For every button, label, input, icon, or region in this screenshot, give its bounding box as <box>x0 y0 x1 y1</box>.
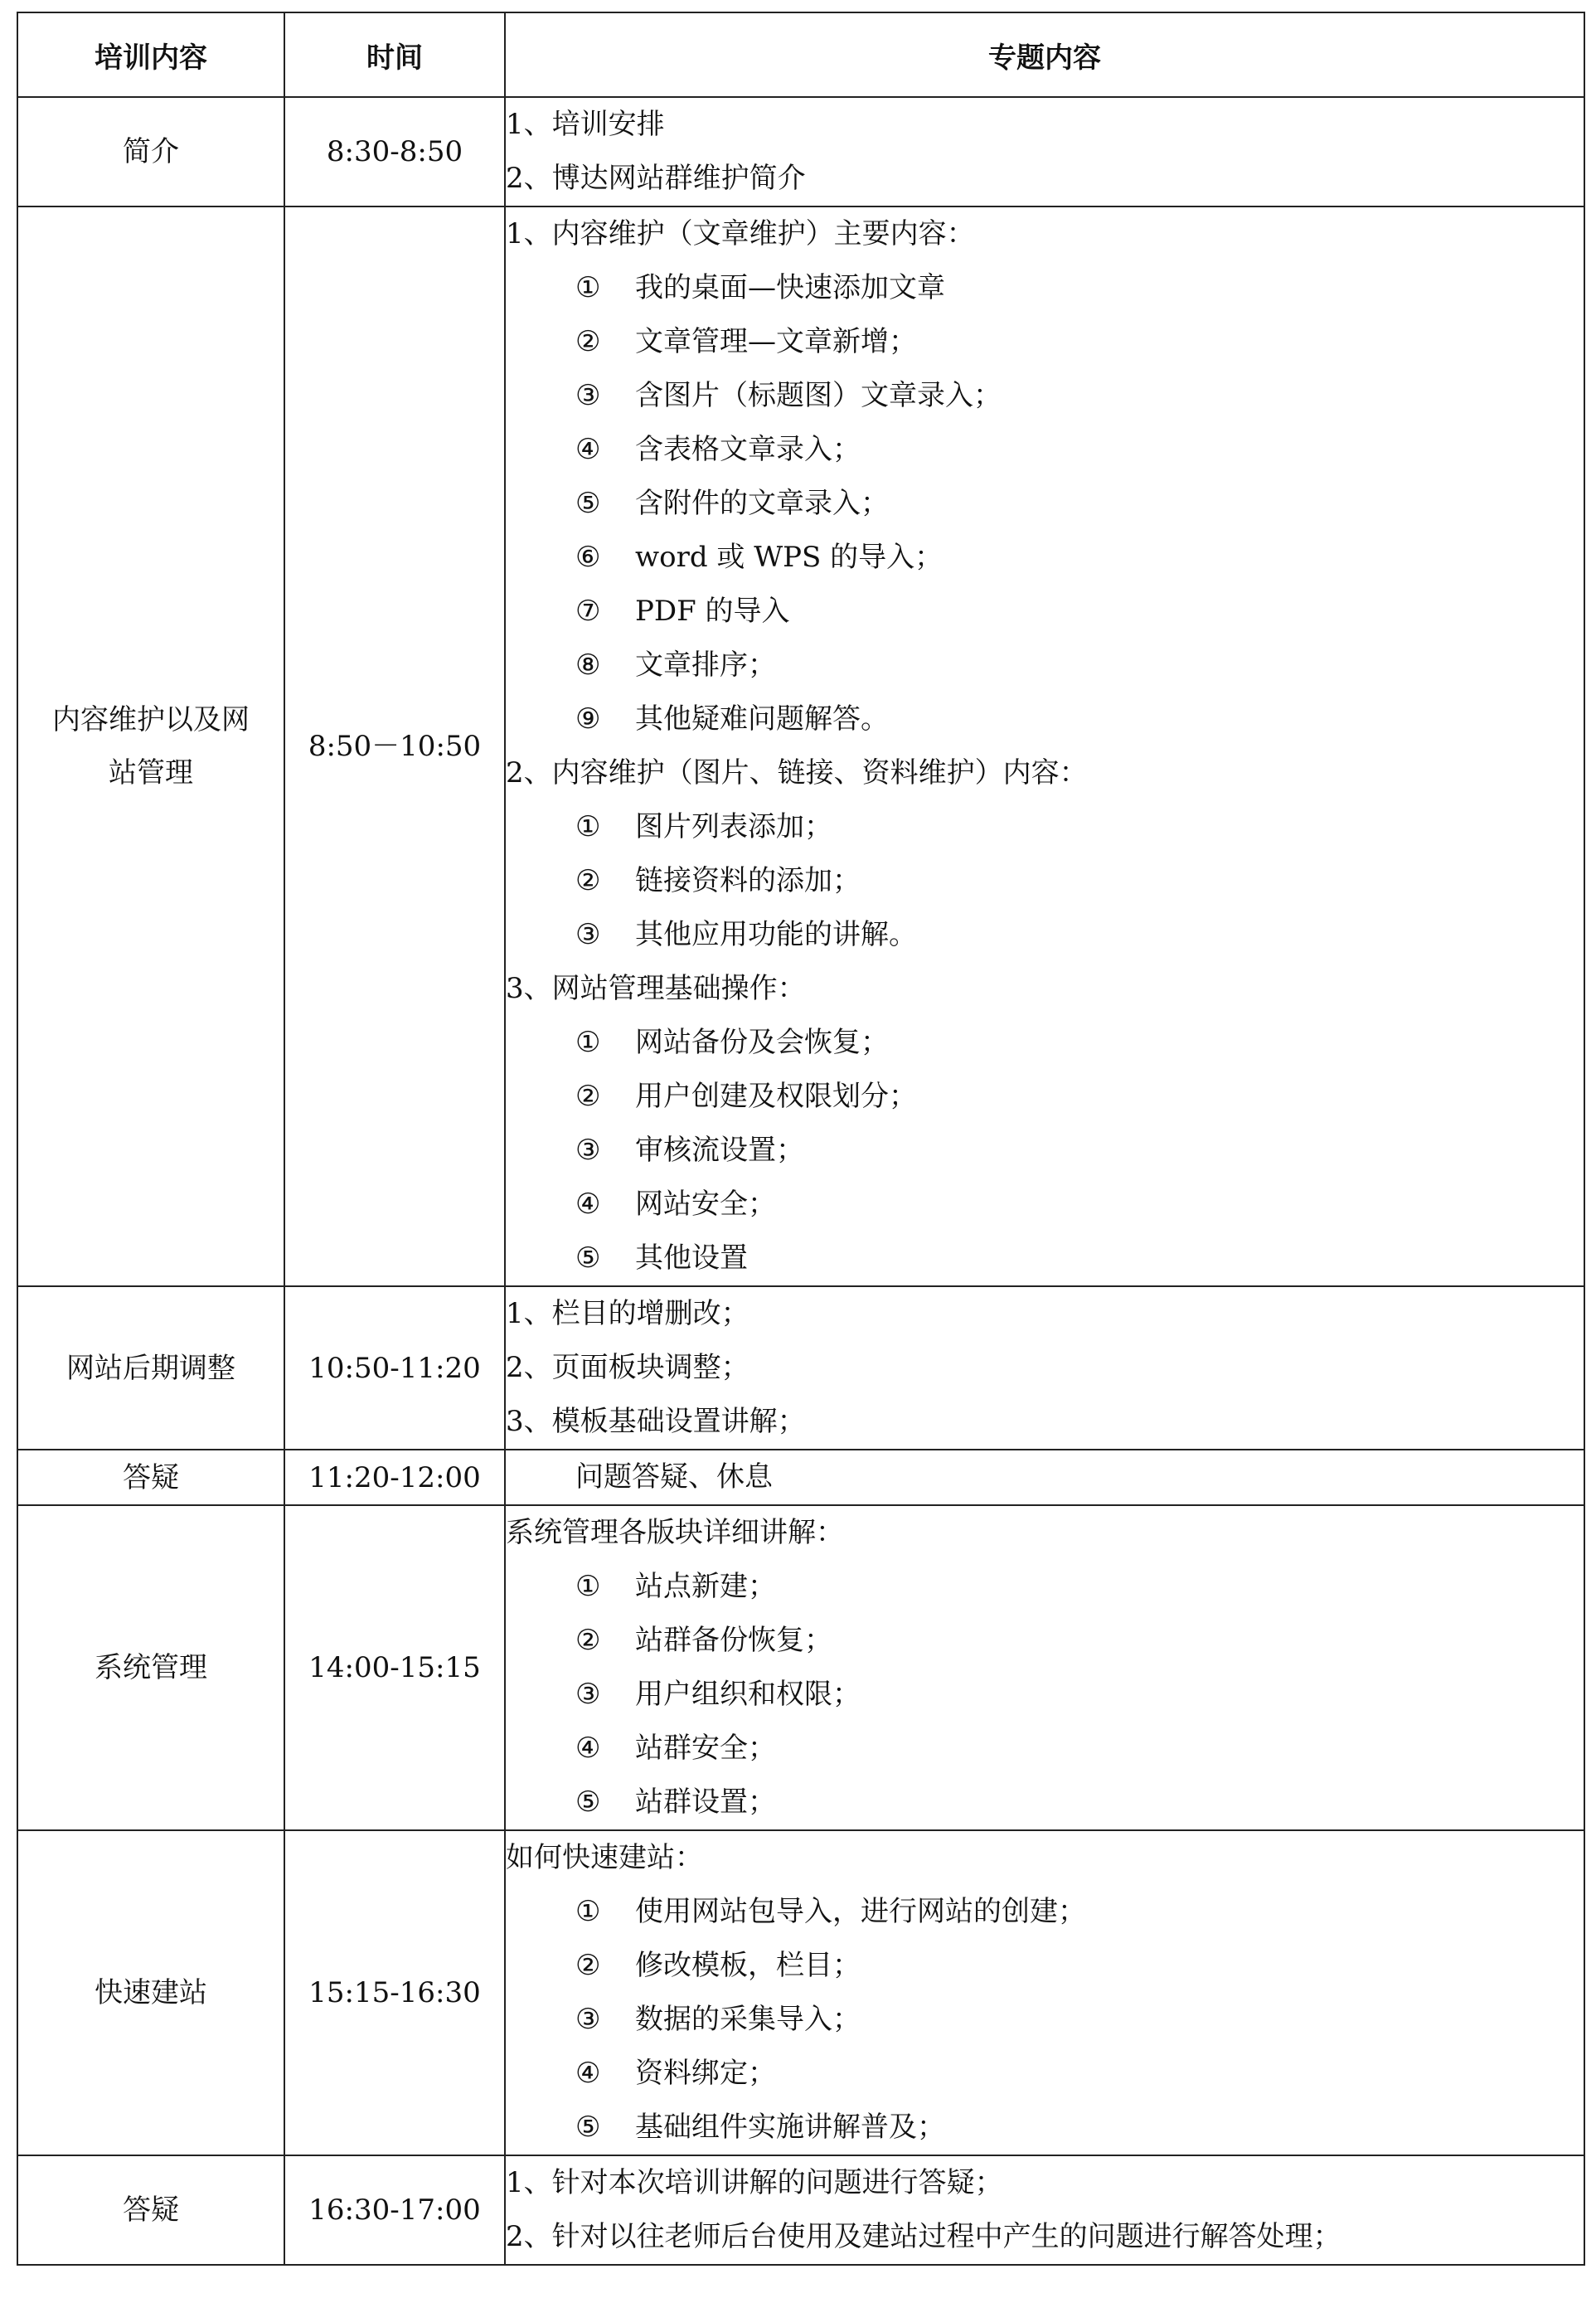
topic-cell <box>505 1450 1584 1505</box>
category-cell <box>17 2155 284 2265</box>
table-row <box>17 97 1584 206</box>
topic-subitem <box>506 1614 1584 1668</box>
topic-subitem <box>506 585 1584 639</box>
circled-number: ② <box>575 864 601 897</box>
topic-cell <box>505 1505 1584 1830</box>
circled-number: ① <box>575 271 601 304</box>
topic-subitem-text: 使用网站包导入，进行网站的创建； <box>635 1895 1086 1928</box>
topic-subitem-text: word 或 WPS 的导入； <box>635 541 944 574</box>
topic-subitem <box>506 1722 1584 1776</box>
topic-line: 1、栏目的增删改； <box>506 1297 749 1330</box>
topic-cell <box>505 2155 1584 2265</box>
time-cell: 8:30-8:50 <box>284 97 505 206</box>
topic-line: 1、内容维护（文章维护）主要内容： <box>506 217 975 250</box>
topic-subitem <box>506 261 1584 315</box>
topic-subitem-text: 其他设置 <box>635 1241 748 1275</box>
topic-subitem-text: 文章排序； <box>635 649 776 682</box>
header-row <box>17 12 1584 97</box>
circled-number: ⑦ <box>575 595 601 628</box>
topic-subitem-text: 站点新建； <box>635 1570 776 1603</box>
topic-subitem <box>506 2047 1584 2101</box>
circled-number: ③ <box>575 379 601 412</box>
circled-number: ⑨ <box>575 702 601 736</box>
circled-number: ③ <box>575 1134 601 1167</box>
category-cell <box>17 1505 284 1830</box>
topic-subitem <box>506 423 1584 477</box>
topic-line: 2、博达网站群维护简介 <box>506 162 806 195</box>
topic-subitem-text: 站群备份恢复； <box>635 1624 832 1657</box>
topic-subitem-text: 图片列表添加； <box>635 810 832 843</box>
circled-number: ④ <box>575 2057 601 2090</box>
topic-subitem <box>506 1776 1584 1829</box>
time-cell: 15:15-16:30 <box>284 1830 505 2155</box>
topic-subitem <box>506 1232 1584 1285</box>
topic-line: 3、网站管理基础操作： <box>506 972 806 1005</box>
topic-subitem <box>506 369 1584 423</box>
topic-subitem <box>506 639 1584 692</box>
circled-number: ① <box>575 1895 601 1928</box>
topic-subitem-text: 链接资料的添加； <box>635 864 861 897</box>
category-cell <box>17 206 284 1286</box>
topic-subitem-text: 站群设置； <box>635 1785 776 1819</box>
circled-number: ② <box>575 325 601 358</box>
topic-subitem-text: 审核流设置； <box>635 1134 804 1167</box>
circled-number: ⑥ <box>575 541 601 574</box>
topic-subitem <box>506 477 1584 531</box>
training-schedule-table <box>17 12 1585 2266</box>
category-label: 简介 <box>123 135 179 168</box>
topic-line: 2、内容维护（图片、链接、资料维护）内容： <box>506 756 1088 789</box>
topic-subitem <box>506 692 1584 746</box>
topic-subitem <box>506 1560 1584 1614</box>
topic-line: 2、页面板块调整； <box>506 1351 749 1384</box>
topic-line: 1、针对本次培训讲解的问题进行答疑； <box>506 2166 1003 2199</box>
circled-number: ③ <box>575 918 601 951</box>
topic-subitem <box>506 1124 1584 1178</box>
topic-line: 问题答疑、休息 <box>575 1460 773 1494</box>
circled-number: ③ <box>575 1678 601 1711</box>
topic-subitem <box>506 854 1584 908</box>
header-time: 时间 <box>284 12 505 97</box>
category-label: 网站后期调整 <box>66 1351 235 1385</box>
topic-subitem <box>506 1070 1584 1124</box>
circled-number: ② <box>575 1949 601 1982</box>
category-cell <box>17 97 284 206</box>
table-row <box>17 1830 1584 2155</box>
topic-cell <box>505 1286 1584 1450</box>
topic-subitem <box>506 315 1584 369</box>
circled-number: ④ <box>575 1732 601 1765</box>
table-row <box>17 1450 1584 1505</box>
category-label: 系统管理 <box>95 1651 207 1684</box>
circled-number: ④ <box>575 433 601 466</box>
category-label: 内容维护以及网站管理 <box>52 703 250 789</box>
topic-subitem-text: 我的桌面—快速添加文章 <box>635 271 945 304</box>
topic-subitem <box>506 1668 1584 1722</box>
topic-subitem-text: 用户组织和权限； <box>635 1678 861 1711</box>
topic-subitem-text: 基础组件实施讲解普及； <box>635 2111 945 2144</box>
circled-number: ⑧ <box>575 649 601 682</box>
topic-cell <box>505 206 1584 1286</box>
circled-number: ⑤ <box>575 487 601 520</box>
topic-subitem <box>506 800 1584 854</box>
topic-subitem-text: 含表格文章录入； <box>635 433 861 466</box>
topic-subitem <box>506 1178 1584 1232</box>
topic-subitem-text: 网站安全； <box>635 1188 776 1221</box>
topic-subitem-text: 网站备份及会恢复； <box>635 1026 889 1059</box>
topic-subitem-text: 资料绑定； <box>635 2057 776 2090</box>
topic-cell <box>505 1830 1584 2155</box>
topic-subitem-text: 其他应用功能的讲解。 <box>635 918 917 951</box>
time-cell: 14:00-15:15 <box>284 1505 505 1830</box>
topic-subitem-text: 含图片（标题图）文章录入； <box>635 379 1002 412</box>
table-row <box>17 206 1584 1286</box>
topic-subitem <box>506 1993 1584 2047</box>
category-cell <box>17 1830 284 2155</box>
topic-subitem <box>506 908 1584 962</box>
topic-subitem-text: PDF 的导入 <box>635 595 790 628</box>
circled-number: ② <box>575 1080 601 1113</box>
topic-subitem-text: 含附件的文章录入； <box>635 487 889 520</box>
circled-number: ③ <box>575 2003 601 2036</box>
circled-number: ④ <box>575 1188 601 1221</box>
table-row <box>17 1286 1584 1450</box>
topic-subitem-text: 文章管理—文章新增； <box>635 325 917 358</box>
topic-line: 如何快速建站： <box>506 1841 703 1874</box>
category-cell <box>17 1450 284 1505</box>
time-cell: 10:50-11:20 <box>284 1286 505 1450</box>
category-label: 快速建站 <box>95 1976 207 2009</box>
topic-subitem-text: 站群安全； <box>635 1732 776 1765</box>
circled-number: ① <box>575 1026 601 1059</box>
topic-subitem-text: 用户创建及权限划分； <box>635 1080 917 1113</box>
topic-subitem-text: 修改模板，栏目； <box>635 1949 861 1982</box>
header-category: 培训内容 <box>17 12 284 97</box>
category-label: 答疑 <box>123 2194 179 2227</box>
topic-line: 1、培训安排 <box>506 108 665 141</box>
topic-subitem <box>506 531 1584 585</box>
topic-line: 系统管理各版块详细讲解： <box>506 1516 844 1549</box>
topic-subitem <box>506 1885 1584 1939</box>
circled-number: ② <box>575 1624 601 1657</box>
topic-line: 3、模板基础设置讲解； <box>506 1405 806 1438</box>
table-row <box>17 1505 1584 1830</box>
time-cell: 11:20-12:00 <box>284 1450 505 1505</box>
time-cell: 16:30-17:00 <box>284 2155 505 2265</box>
topic-cell <box>505 97 1584 206</box>
circled-number: ⑤ <box>575 1785 601 1819</box>
table-row <box>17 2155 1584 2265</box>
topic-subitem-text: 数据的采集导入； <box>635 2003 861 2036</box>
circled-number: ⑤ <box>575 2111 601 2144</box>
circled-number: ① <box>575 810 601 843</box>
category-label: 答疑 <box>123 1460 179 1494</box>
time-cell: 8:50－10:50 <box>284 206 505 1286</box>
category-cell <box>17 1286 284 1450</box>
header-topic: 专题内容 <box>505 12 1584 97</box>
topic-subitem-text: 其他疑难问题解答。 <box>635 702 889 736</box>
topic-line: 2、针对以往老师后台使用及建站过程中产生的问题进行解答处理； <box>506 2220 1341 2253</box>
topic-subitem <box>506 1939 1584 1993</box>
circled-number: ① <box>575 1570 601 1603</box>
topic-subitem <box>506 1016 1584 1070</box>
topic-subitem <box>506 2101 1584 2155</box>
circled-number: ⑤ <box>575 1241 601 1275</box>
